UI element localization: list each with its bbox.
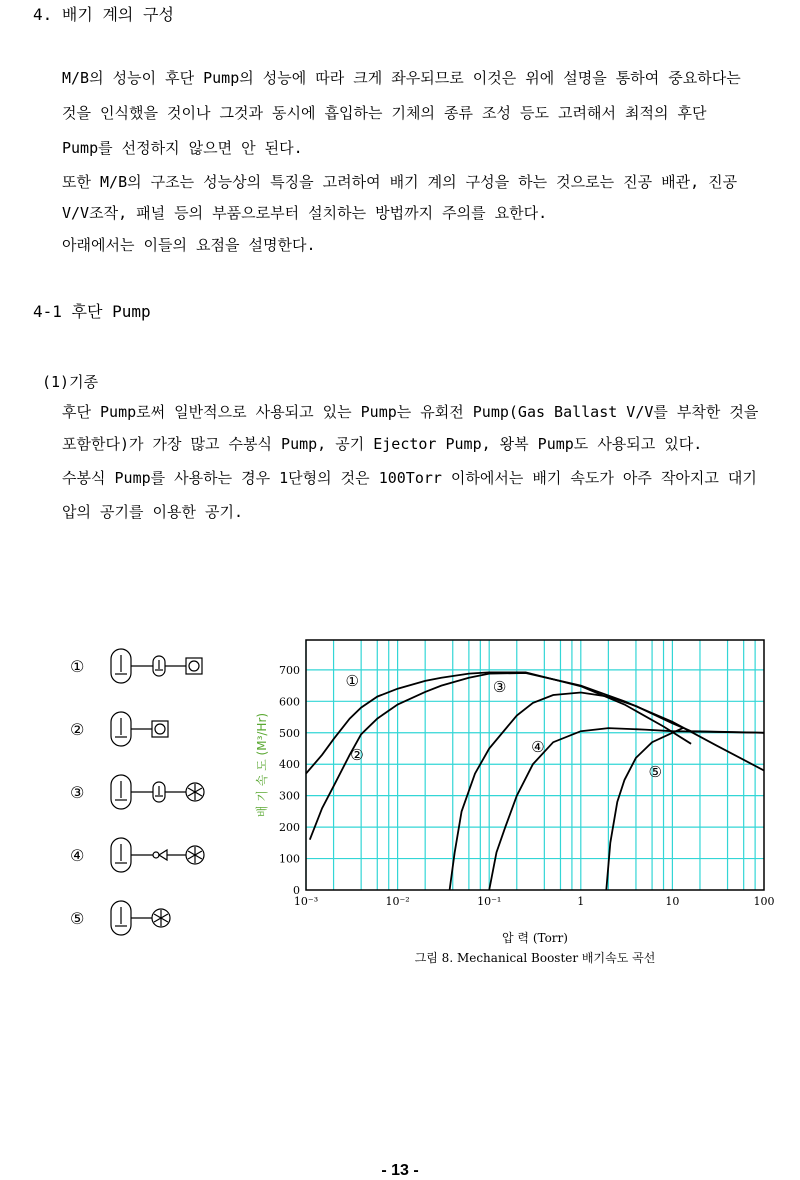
- x-tick-label: 100: [753, 895, 775, 908]
- x-tick-label: 10⁻²: [385, 895, 410, 908]
- item-line: 포함한다)가 가장 많고 수봉식 Pump, 공기 Ejector Pump, 왕복 Pump도 사용되고 있다.: [62, 435, 703, 453]
- x-tick-label: 10⁻¹: [477, 895, 502, 908]
- intro-line: 또한 M/B의 구조는 성능상의 특징을 고려하여 배기 계의 구성을 하는 것으로는 진공 배관, 진공: [62, 173, 738, 191]
- schematic-label: ①: [70, 657, 85, 676]
- subsection-title: 4-1 후단 Pump: [33, 302, 151, 321]
- curve-2: [310, 673, 764, 840]
- y-axis-label: 배 기 속 도 (M³/Hr): [255, 712, 269, 818]
- item-title: (1)기종: [42, 373, 99, 391]
- schematic-label: ④: [70, 846, 85, 865]
- y-tick-label: 700: [279, 663, 300, 677]
- curve-label-1: ①: [345, 671, 359, 690]
- x-tick-label: 1: [577, 895, 585, 908]
- plot-frame: [306, 640, 764, 890]
- section-title: 4. 배기 계의 구성: [33, 5, 174, 24]
- curve-5: [606, 728, 683, 890]
- y-tick-label: 100: [279, 852, 300, 866]
- figure-caption: 그림 8. Mechanical Booster 배기속도 곡선: [414, 951, 656, 965]
- x-tick-label: 10⁻³: [293, 895, 319, 908]
- item-line: 압의 공기를 이용한 공기.: [62, 503, 244, 521]
- intro-line: 아래에서는 이들의 요점을 설명한다.: [62, 236, 316, 254]
- x-axis-label: 압 력 (Torr): [502, 931, 568, 945]
- intro-line: 것을 인식했을 것이나 그것과 동시에 흡입하는 기체의 종류 조성 등도 고려해서 최적의 후단: [62, 104, 707, 122]
- y-tick-label: 300: [279, 789, 300, 803]
- schematic-row: [70, 712, 168, 746]
- schematic-label: ②: [70, 720, 85, 739]
- schematic-row: [70, 775, 204, 809]
- page-number: - 13 -: [381, 1162, 419, 1179]
- intro-line: Pump를 선정하지 않으면 안 된다.: [62, 139, 303, 157]
- item-line: 후단 Pump로써 일반적으로 사용되고 있는 Pump는 유회전 Pump(Gas Ballast V/V를 부착한 것을: [62, 403, 759, 421]
- intro-line: M/B의 성능이 후단 Pump의 성능에 따라 크게 좌우되므로 이것은 위에 설명을 통하여 중요하다는: [62, 69, 741, 87]
- curve-label-2: ②: [350, 745, 364, 764]
- item-line: 수봉식 Pump를 사용하는 경우 1단형의 것은 100Torr 이하에서는 배기 속도가 아주 작아지고 대기: [62, 469, 757, 487]
- y-tick-label: 500: [279, 726, 300, 740]
- y-tick-label: 0: [293, 884, 300, 897]
- y-tick-label: 400: [279, 758, 300, 772]
- schematic-row: [70, 838, 204, 872]
- y-tick-label: 200: [279, 821, 300, 835]
- schematic-label: ⑤: [70, 909, 85, 928]
- pumping-speed-chart: [240, 630, 780, 970]
- intro-line: V/V조작, 패널 등의 부품으로부터 설치하는 방법까지 주의를 요한다.: [62, 204, 548, 222]
- chart-grid: [306, 640, 764, 890]
- x-tick-label: 10: [665, 895, 680, 908]
- curve-label-4: ④: [531, 737, 545, 756]
- schematic-row: [70, 649, 202, 683]
- pump-configuration-schematics: [60, 640, 230, 940]
- schematic-label: ③: [70, 783, 85, 802]
- curve-3: [450, 693, 764, 891]
- curve-label-5: ⑤: [648, 763, 662, 782]
- y-tick-label: 600: [279, 695, 300, 709]
- schematic-row: [70, 901, 170, 935]
- curve-label-3: ③: [492, 678, 507, 697]
